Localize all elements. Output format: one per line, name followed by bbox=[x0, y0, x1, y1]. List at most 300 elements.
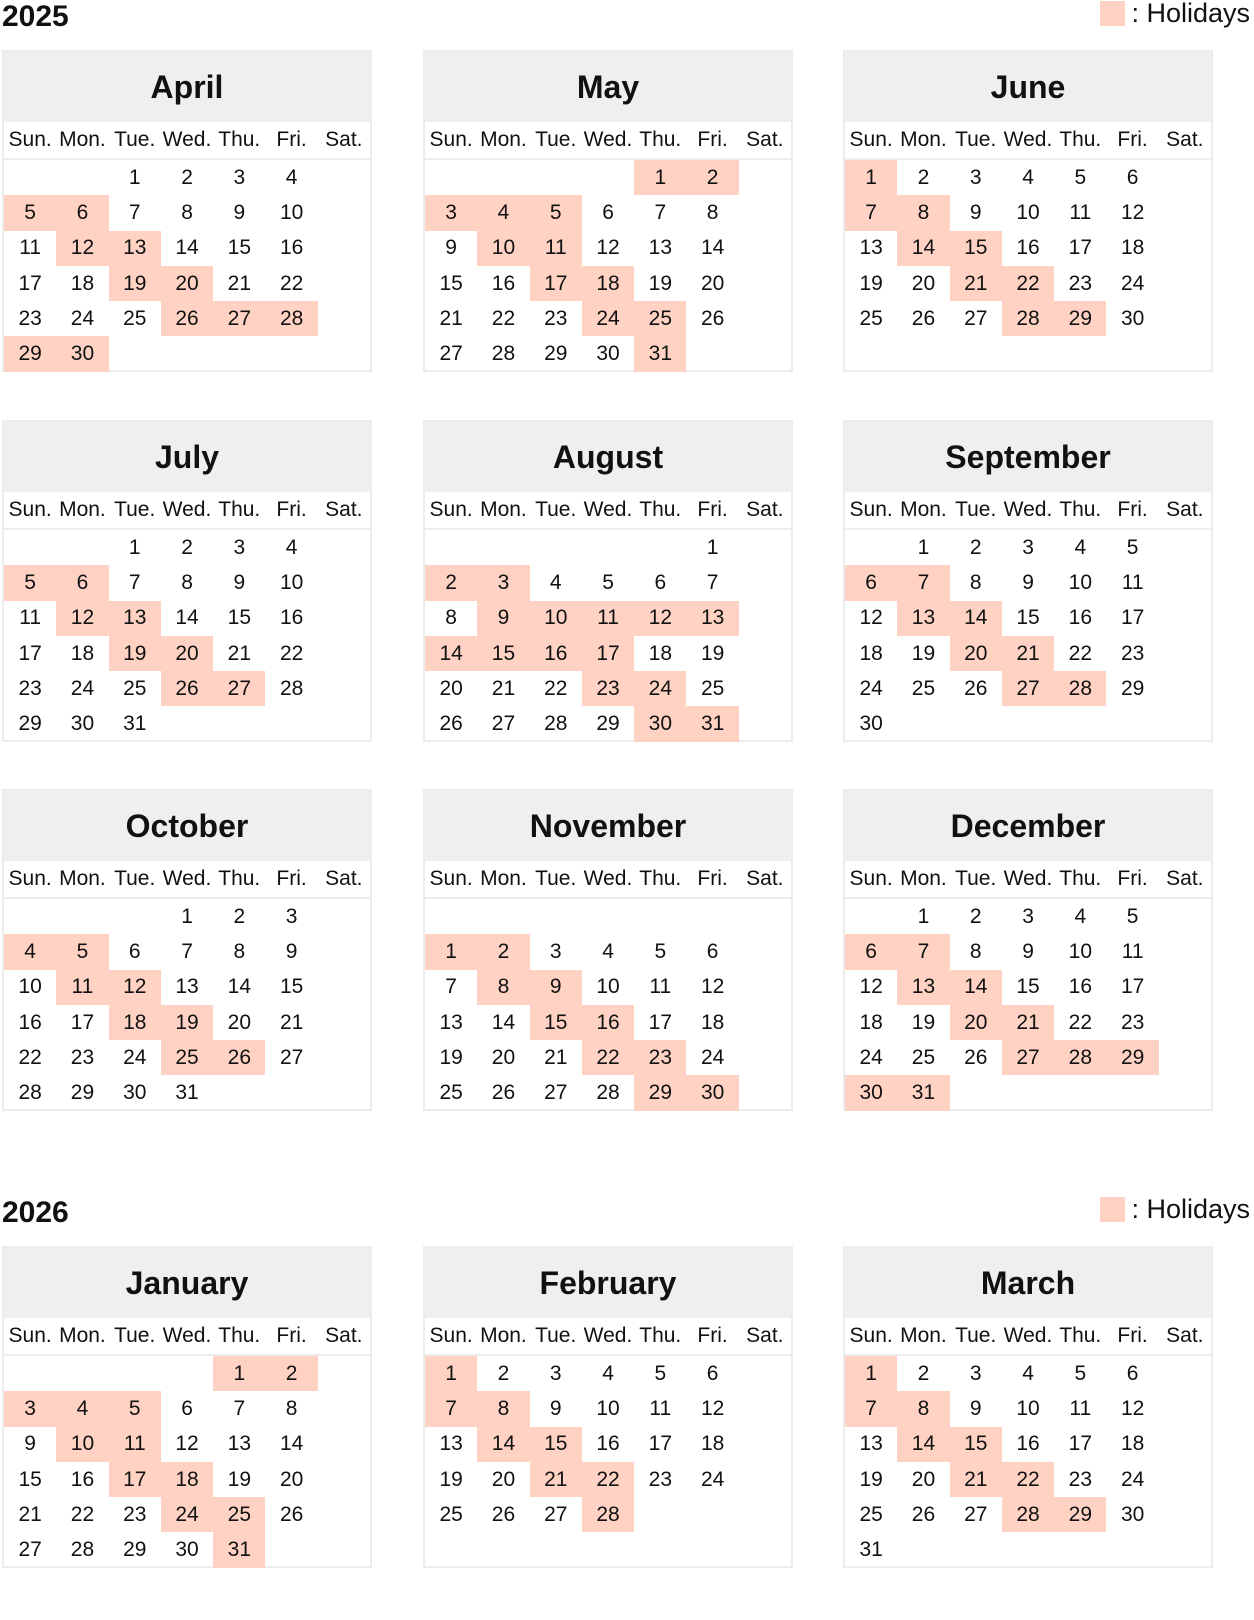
day-cell: 26 bbox=[911, 306, 936, 330]
day-cell: 9 bbox=[285, 939, 298, 963]
weekday-label: Fri. bbox=[697, 867, 728, 890]
day-cell: 12 bbox=[859, 975, 883, 999]
weekday-label: Sun. bbox=[8, 128, 52, 151]
holiday-day-cell: 31 bbox=[686, 706, 738, 741]
day-cell: 11 bbox=[1069, 200, 1092, 224]
day-cell: 26 bbox=[964, 1045, 988, 1069]
holiday-day-cell: 28 bbox=[1002, 301, 1054, 336]
day-cell: 23 bbox=[1120, 641, 1145, 665]
weekday-header bbox=[425, 1318, 791, 1356]
day-cell: 1 bbox=[128, 165, 141, 189]
day-cell: 22 bbox=[491, 306, 516, 330]
holiday-day-cell: 1 bbox=[425, 1356, 477, 1391]
day-cell: 27 bbox=[964, 306, 988, 330]
day-cell: 16 bbox=[279, 606, 304, 630]
day-cell: 20 bbox=[439, 676, 463, 700]
day-cell: 21 bbox=[491, 676, 516, 700]
day-cell: 11 bbox=[649, 1396, 672, 1420]
holiday-day-cell: 25 bbox=[161, 1040, 213, 1075]
holiday-day-cell: 2 bbox=[265, 1356, 317, 1391]
weekday-label: Mon. bbox=[480, 498, 527, 521]
day-cell: 8 bbox=[969, 570, 982, 594]
holiday-day-cell: 21 bbox=[950, 1462, 1002, 1497]
day-cell: 29 bbox=[123, 1538, 147, 1562]
day-cell: 15 bbox=[439, 271, 463, 295]
weekday-label: Tue. bbox=[955, 128, 997, 151]
weekday-label: Wed. bbox=[162, 128, 212, 151]
day-cell: 21 bbox=[279, 1010, 304, 1034]
month-october bbox=[2, 789, 372, 1111]
day-cell: 10 bbox=[596, 975, 620, 999]
weekday-label: Sat. bbox=[325, 128, 363, 151]
weekday-label: Mon. bbox=[480, 128, 527, 151]
holiday-day-cell: 29 bbox=[4, 336, 56, 371]
holiday-day-cell: 26 bbox=[213, 1040, 265, 1075]
weekday-label: Sun. bbox=[8, 1324, 52, 1347]
weekday-header bbox=[425, 492, 791, 530]
day-cell: 26 bbox=[911, 1502, 936, 1526]
day-cell: 10 bbox=[279, 200, 304, 224]
day-cell: 9 bbox=[1022, 570, 1034, 594]
empty-cell bbox=[425, 160, 477, 195]
month-november bbox=[423, 789, 793, 1111]
day-cell: 16 bbox=[70, 1467, 95, 1491]
empty-cell bbox=[161, 1356, 213, 1391]
holiday-day-cell: 20 bbox=[161, 636, 213, 671]
day-cell: 22 bbox=[544, 676, 568, 700]
weekday-label: Sat. bbox=[1166, 867, 1204, 890]
day-cell: 6 bbox=[128, 939, 141, 963]
day-cell: 31 bbox=[859, 1538, 883, 1562]
day-cell: 10 bbox=[596, 1396, 620, 1420]
holiday-day-cell: 17 bbox=[109, 1462, 161, 1497]
holiday-day-cell: 8 bbox=[897, 1391, 949, 1426]
day-cell: 3 bbox=[1022, 535, 1034, 559]
weekday-label: Wed. bbox=[1003, 1324, 1053, 1347]
day-cell: 11 bbox=[1121, 570, 1144, 594]
day-cell: 2 bbox=[969, 535, 982, 559]
day-grid bbox=[845, 530, 1211, 742]
weekday-header bbox=[4, 861, 370, 899]
day-cell: 15 bbox=[1016, 975, 1040, 999]
day-cell: 23 bbox=[18, 676, 42, 700]
day-cell: 23 bbox=[1068, 271, 1093, 295]
weekday-label: Sat. bbox=[746, 1324, 784, 1347]
day-cell: 4 bbox=[602, 939, 614, 963]
holiday-day-cell: 9 bbox=[530, 970, 582, 1005]
weekday-label: Mon. bbox=[59, 1324, 106, 1347]
day-cell: 30 bbox=[596, 342, 620, 366]
holiday-day-cell: 23 bbox=[634, 1040, 686, 1075]
holiday-day-cell: 21 bbox=[1002, 1005, 1054, 1040]
holiday-day-cell: 27 bbox=[1002, 671, 1054, 706]
holiday-day-cell: 4 bbox=[4, 934, 56, 969]
day-cell: 23 bbox=[18, 306, 42, 330]
holiday-day-cell: 28 bbox=[1054, 671, 1106, 706]
holiday-day-cell: 24 bbox=[634, 671, 686, 706]
weekday-label: Fri. bbox=[697, 128, 728, 151]
day-cell: 20 bbox=[911, 1467, 936, 1491]
month-january bbox=[2, 1246, 372, 1568]
day-cell: 19 bbox=[911, 641, 936, 665]
day-grid bbox=[4, 1356, 370, 1568]
weekday-label: Wed. bbox=[583, 128, 633, 151]
day-cell: 1 bbox=[706, 535, 719, 559]
weekday-label: Sun. bbox=[429, 128, 473, 151]
weekday-header bbox=[4, 492, 370, 530]
day-grid bbox=[845, 899, 1211, 1111]
day-cell: 15 bbox=[18, 1467, 42, 1491]
day-cell: 17 bbox=[18, 641, 42, 665]
day-cell: 24 bbox=[1120, 1467, 1145, 1491]
day-cell: 27 bbox=[544, 1081, 568, 1105]
day-cell: 30 bbox=[175, 1538, 199, 1562]
day-grid bbox=[425, 160, 791, 372]
month-title: January bbox=[4, 1248, 370, 1318]
holiday-day-cell: 13 bbox=[109, 231, 161, 266]
day-cell: 21 bbox=[544, 1045, 568, 1069]
day-cell: 20 bbox=[700, 271, 725, 295]
weekday-label: Fri. bbox=[276, 1324, 307, 1347]
day-cell: 29 bbox=[18, 712, 42, 736]
day-cell: 19 bbox=[648, 271, 673, 295]
empty-cell bbox=[4, 899, 56, 934]
day-cell: 4 bbox=[285, 535, 298, 559]
empty-cell bbox=[530, 899, 582, 934]
weekday-label: Thu. bbox=[1059, 498, 1102, 521]
day-cell: 22 bbox=[279, 641, 304, 665]
weekday-label: Wed. bbox=[1003, 867, 1053, 890]
day-cell: 20 bbox=[279, 1467, 304, 1491]
day-cell: 21 bbox=[439, 306, 463, 330]
day-cell: 13 bbox=[439, 1432, 463, 1456]
holiday-day-cell: 25 bbox=[634, 301, 686, 336]
holiday-day-cell: 22 bbox=[582, 1040, 634, 1075]
month-march bbox=[843, 1246, 1213, 1568]
weekday-label: Wed. bbox=[583, 1324, 633, 1347]
month-june bbox=[843, 50, 1213, 372]
day-cell: 9 bbox=[445, 236, 457, 260]
holiday-day-cell: 25 bbox=[213, 1497, 265, 1532]
holiday-day-cell: 30 bbox=[56, 336, 108, 371]
holiday-day-cell: 13 bbox=[109, 601, 161, 636]
holiday-day-cell: 18 bbox=[161, 1462, 213, 1497]
holiday-day-cell: 19 bbox=[109, 636, 161, 671]
day-cell: 18 bbox=[1120, 236, 1145, 260]
day-cell: 27 bbox=[491, 712, 516, 736]
holiday-day-cell: 1 bbox=[845, 1356, 897, 1391]
day-cell: 27 bbox=[964, 1502, 988, 1526]
holiday-day-cell: 16 bbox=[530, 636, 582, 671]
day-cell: 23 bbox=[123, 1502, 147, 1526]
day-cell: 17 bbox=[1120, 975, 1145, 999]
weekday-label: Tue. bbox=[535, 1324, 577, 1347]
day-cell: 28 bbox=[596, 1081, 620, 1105]
empty-cell bbox=[477, 160, 529, 195]
empty-cell bbox=[530, 160, 582, 195]
holiday-day-cell: 3 bbox=[4, 1391, 56, 1426]
holiday-day-cell: 9 bbox=[477, 601, 529, 636]
day-cell: 6 bbox=[1126, 1361, 1139, 1385]
month-title: June bbox=[845, 52, 1211, 122]
holiday-day-cell: 1 bbox=[213, 1356, 265, 1391]
weekday-label: Sat. bbox=[325, 498, 363, 521]
holiday-day-cell: 29 bbox=[1054, 301, 1106, 336]
weekday-label: Wed. bbox=[162, 867, 212, 890]
holiday-day-cell: 15 bbox=[950, 231, 1002, 266]
weekday-header bbox=[4, 1318, 370, 1356]
day-cell: 3 bbox=[285, 904, 298, 928]
day-cell: 3 bbox=[969, 1361, 982, 1385]
holiday-day-cell: 7 bbox=[845, 1391, 897, 1426]
holiday-day-cell: 21 bbox=[1002, 636, 1054, 671]
day-cell: 5 bbox=[654, 1361, 667, 1385]
day-grid bbox=[425, 1356, 791, 1532]
day-cell: 18 bbox=[70, 641, 95, 665]
day-cell: 27 bbox=[439, 342, 463, 366]
day-cell: 9 bbox=[233, 570, 246, 594]
holiday-day-cell: 12 bbox=[634, 601, 686, 636]
holiday-day-cell: 19 bbox=[161, 1005, 213, 1040]
day-grid bbox=[425, 530, 791, 742]
day-cell: 3 bbox=[969, 165, 982, 189]
day-cell: 24 bbox=[123, 1045, 147, 1069]
day-cell: 17 bbox=[648, 1432, 673, 1456]
weekday-header bbox=[845, 861, 1211, 899]
holiday-day-cell: 5 bbox=[109, 1391, 161, 1426]
day-cell: 18 bbox=[859, 1010, 883, 1034]
month-april bbox=[2, 50, 372, 372]
holiday-day-cell: 30 bbox=[634, 706, 686, 741]
holiday-day-cell: 31 bbox=[213, 1532, 265, 1567]
day-cell: 16 bbox=[491, 271, 516, 295]
day-cell: 8 bbox=[181, 570, 193, 594]
day-cell: 18 bbox=[70, 271, 95, 295]
weekday-label: Mon. bbox=[59, 867, 106, 890]
day-cell: 9 bbox=[233, 200, 246, 224]
day-cell: 7 bbox=[128, 570, 141, 594]
weekday-label: Wed. bbox=[162, 1324, 212, 1347]
weekday-label: Sat. bbox=[1166, 128, 1204, 151]
weekday-label: Tue. bbox=[114, 1324, 156, 1347]
empty-cell bbox=[109, 1356, 161, 1391]
holiday-day-cell: 22 bbox=[582, 1462, 634, 1497]
weekday-label: Fri. bbox=[276, 498, 307, 521]
weekday-label: Fri. bbox=[1117, 867, 1148, 890]
day-cell: 18 bbox=[1120, 1432, 1145, 1456]
weekday-label: Fri. bbox=[1117, 1324, 1148, 1347]
weekday-label: Sun. bbox=[8, 867, 52, 890]
day-cell: 14 bbox=[227, 975, 252, 999]
month-february bbox=[423, 1246, 793, 1568]
day-cell: 8 bbox=[181, 200, 193, 224]
holiday-day-cell: 13 bbox=[897, 970, 949, 1005]
day-cell: 3 bbox=[233, 535, 246, 559]
day-cell: 23 bbox=[70, 1045, 95, 1069]
weekday-label: Mon. bbox=[900, 1324, 947, 1347]
holiday-day-cell: 30 bbox=[686, 1075, 738, 1110]
holiday-day-cell: 27 bbox=[1002, 1040, 1054, 1075]
weekday-header bbox=[845, 122, 1211, 160]
day-cell: 15 bbox=[227, 606, 252, 630]
day-cell: 4 bbox=[602, 1361, 614, 1385]
day-cell: 2 bbox=[181, 165, 193, 189]
weekday-label: Sat. bbox=[746, 498, 784, 521]
day-cell: 6 bbox=[1126, 165, 1139, 189]
day-cell: 19 bbox=[227, 1467, 252, 1491]
day-cell: 9 bbox=[24, 1432, 36, 1456]
day-cell: 22 bbox=[18, 1045, 42, 1069]
holiday-day-cell: 15 bbox=[530, 1005, 582, 1040]
holiday-day-cell: 20 bbox=[950, 1005, 1002, 1040]
day-cell: 10 bbox=[279, 570, 304, 594]
day-cell: 5 bbox=[1126, 904, 1139, 928]
day-cell: 11 bbox=[649, 975, 672, 999]
empty-cell bbox=[425, 530, 477, 565]
day-cell: 6 bbox=[181, 1396, 193, 1420]
day-cell: 13 bbox=[648, 236, 673, 260]
day-cell: 13 bbox=[439, 1010, 463, 1034]
day-cell: 23 bbox=[544, 306, 568, 330]
holiday-day-cell: 11 bbox=[582, 601, 634, 636]
day-cell: 10 bbox=[18, 975, 42, 999]
month-title: February bbox=[425, 1248, 791, 1318]
holiday-day-cell: 15 bbox=[530, 1427, 582, 1462]
day-cell: 2 bbox=[969, 904, 982, 928]
weekday-label: Sat. bbox=[1166, 1324, 1204, 1347]
day-cell: 29 bbox=[596, 712, 620, 736]
day-cell: 26 bbox=[491, 1081, 516, 1105]
day-cell: 1 bbox=[181, 904, 193, 928]
empty-cell bbox=[530, 530, 582, 565]
day-cell: 17 bbox=[1068, 1432, 1093, 1456]
day-cell: 20 bbox=[227, 1010, 252, 1034]
empty-cell bbox=[582, 160, 634, 195]
empty-cell bbox=[56, 530, 108, 565]
day-cell: 19 bbox=[911, 1010, 936, 1034]
holiday-day-cell: 1 bbox=[634, 160, 686, 195]
day-cell: 12 bbox=[700, 975, 725, 999]
day-cell: 19 bbox=[439, 1467, 463, 1491]
day-cell: 2 bbox=[917, 1361, 930, 1385]
day-cell: 23 bbox=[1068, 1467, 1093, 1491]
day-cell: 27 bbox=[279, 1045, 304, 1069]
holiday-day-cell: 15 bbox=[950, 1427, 1002, 1462]
day-grid bbox=[4, 160, 370, 372]
empty-cell bbox=[109, 899, 161, 934]
day-cell: 30 bbox=[1120, 1502, 1145, 1526]
day-cell: 7 bbox=[181, 939, 193, 963]
day-cell: 22 bbox=[70, 1502, 95, 1526]
weekday-label: Sat. bbox=[746, 867, 784, 890]
weekday-label: Tue. bbox=[114, 498, 156, 521]
day-cell: 19 bbox=[859, 271, 883, 295]
weekday-label: Tue. bbox=[955, 498, 997, 521]
holiday-day-cell: 28 bbox=[1002, 1497, 1054, 1532]
day-cell: 8 bbox=[706, 200, 719, 224]
day-cell: 10 bbox=[1068, 939, 1093, 963]
weekday-label: Fri. bbox=[1117, 498, 1148, 521]
day-cell: 4 bbox=[285, 165, 298, 189]
weekday-label: Mon. bbox=[59, 128, 106, 151]
day-grid bbox=[4, 899, 370, 1111]
day-cell: 26 bbox=[491, 1502, 516, 1526]
holiday-day-cell: 7 bbox=[897, 565, 949, 600]
day-cell: 25 bbox=[859, 306, 883, 330]
day-cell: 13 bbox=[859, 1432, 883, 1456]
holiday-day-cell: 30 bbox=[845, 1075, 897, 1110]
day-cell: 13 bbox=[227, 1432, 252, 1456]
day-cell: 22 bbox=[1068, 641, 1093, 665]
weekday-label: Sat. bbox=[1166, 498, 1204, 521]
day-cell: 4 bbox=[549, 570, 562, 594]
holiday-day-cell: 2 bbox=[425, 565, 477, 600]
holiday-legend bbox=[1100, 1194, 1250, 1224]
day-cell: 19 bbox=[700, 641, 725, 665]
weekday-label: Tue. bbox=[955, 1324, 997, 1347]
day-cell: 3 bbox=[1022, 904, 1034, 928]
holiday-swatch bbox=[1100, 1197, 1125, 1222]
day-cell: 29 bbox=[70, 1081, 95, 1105]
day-cell: 20 bbox=[911, 271, 936, 295]
day-cell: 15 bbox=[227, 236, 252, 260]
weekday-label: Fri. bbox=[697, 498, 728, 521]
holiday-day-cell: 11 bbox=[530, 231, 582, 266]
holiday-day-cell: 6 bbox=[845, 934, 897, 969]
day-cell: 28 bbox=[491, 342, 516, 366]
day-cell: 2 bbox=[233, 904, 246, 928]
holiday-day-cell: 6 bbox=[56, 195, 108, 230]
empty-cell bbox=[56, 1356, 108, 1391]
day-cell: 12 bbox=[700, 1396, 725, 1420]
weekday-label: Fri. bbox=[697, 1324, 728, 1347]
holiday-day-cell: 8 bbox=[477, 970, 529, 1005]
holiday-legend-label: : Holidays bbox=[1131, 0, 1250, 28]
day-grid bbox=[4, 530, 370, 742]
day-cell: 16 bbox=[1016, 236, 1040, 260]
weekday-label: Sun. bbox=[849, 1324, 893, 1347]
day-cell: 4 bbox=[1022, 1361, 1034, 1385]
month-title: September bbox=[845, 422, 1211, 492]
day-cell: 7 bbox=[706, 570, 719, 594]
day-cell: 25 bbox=[123, 306, 147, 330]
holiday-day-cell: 16 bbox=[582, 1005, 634, 1040]
day-cell: 31 bbox=[123, 712, 147, 736]
empty-cell bbox=[4, 160, 56, 195]
holiday-day-cell: 22 bbox=[1002, 266, 1054, 301]
empty-cell bbox=[425, 899, 477, 934]
month-title: November bbox=[425, 791, 791, 861]
day-cell: 10 bbox=[1016, 200, 1040, 224]
holiday-day-cell: 28 bbox=[1054, 1040, 1106, 1075]
holiday-day-cell: 2 bbox=[477, 934, 529, 969]
day-cell: 19 bbox=[439, 1045, 463, 1069]
day-cell: 18 bbox=[648, 641, 673, 665]
day-cell: 4 bbox=[1074, 904, 1087, 928]
day-cell: 24 bbox=[1120, 271, 1145, 295]
day-cell: 17 bbox=[1068, 236, 1093, 260]
weekday-header bbox=[845, 1318, 1211, 1356]
day-cell: 23 bbox=[1120, 1010, 1145, 1034]
day-cell: 16 bbox=[279, 236, 304, 260]
holiday-day-cell: 11 bbox=[56, 970, 108, 1005]
day-grid bbox=[845, 1356, 1211, 1568]
holiday-day-cell: 23 bbox=[582, 671, 634, 706]
holiday-day-cell: 28 bbox=[265, 301, 317, 336]
holiday-day-cell: 14 bbox=[897, 1427, 949, 1462]
holiday-day-cell: 13 bbox=[897, 601, 949, 636]
empty-cell bbox=[4, 530, 56, 565]
